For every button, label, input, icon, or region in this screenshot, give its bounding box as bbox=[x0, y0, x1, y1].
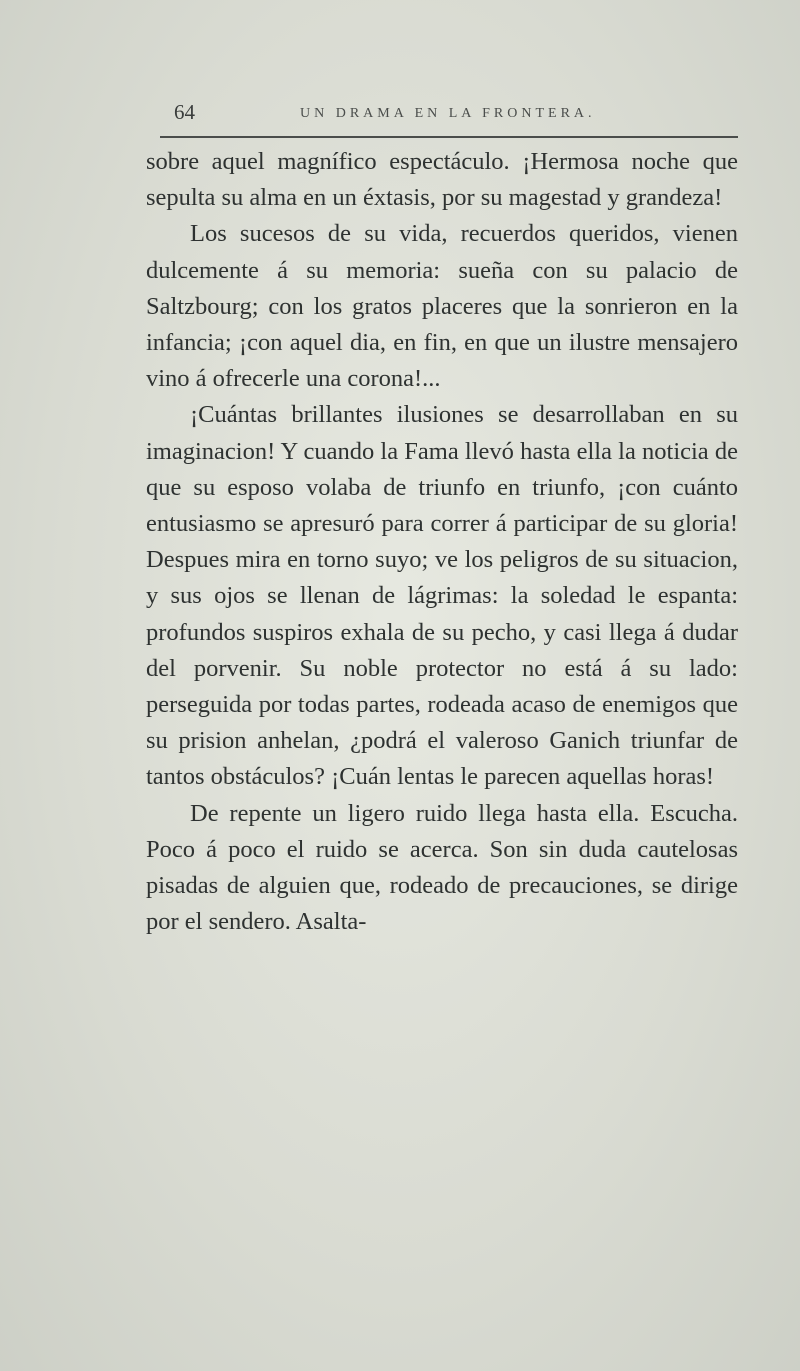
paragraph-continuation: sobre aquel magnífico espectáculo. ¡Hermosa noche que sepulta su alma en un éxtasis, por su magestad y grandeza! bbox=[146, 148, 738, 212]
page-number: 64 bbox=[174, 100, 195, 124]
paragraph: De repente un ligero ruido llega hasta ella. Escucha. Poco á poco el ruido se acerca. Son sin duda cautelosas pisadas de alguien que, rodeado de precauciones, se dirige por el sendero. Asalta- bbox=[146, 799, 738, 936]
body-text bbox=[146, 144, 738, 940]
page-header bbox=[160, 96, 740, 128]
paragraph: Los sucesos de su vida, recuerdos queridos, vienen dulcemente á su memoria: sueña con su palacio de Saltzbourg; con los gratos placeres que la sonrieron en la infancia; ¡con aquel dia, en fin, en que un ilustre mensajero vino á ofrecerle una corona!... bbox=[146, 220, 738, 393]
paragraph: ¡Cuántas brillantes ilusiones se desarrollaban en su imaginacion! Y cuando la Fama llevó hasta ella la noticia de que su esposo volaba de triunfo en triunfo, ¡con cuánto entusiasmo se apresuró para correr á participar de su gloria! Despues mira en torno suyo; ve los peligros de su situacion, y sus ojos se llenan de lágrimas: la soledad le espanta: profundos suspiros exhala de su pecho, y casi llega á dudar del porvenir. Su noble protector no está á su lado: perseguida por todas partes, rodeada acaso de enemigos que su prision anhelan, ¿podrá el valeroso Ganich triunfar de tantos obstáculos? ¡Cuán lentas le parecen aquellas horas! bbox=[146, 401, 738, 791]
header-rule bbox=[160, 136, 738, 138]
running-head: UN DRAMA EN LA FRONTERA. bbox=[300, 106, 596, 121]
